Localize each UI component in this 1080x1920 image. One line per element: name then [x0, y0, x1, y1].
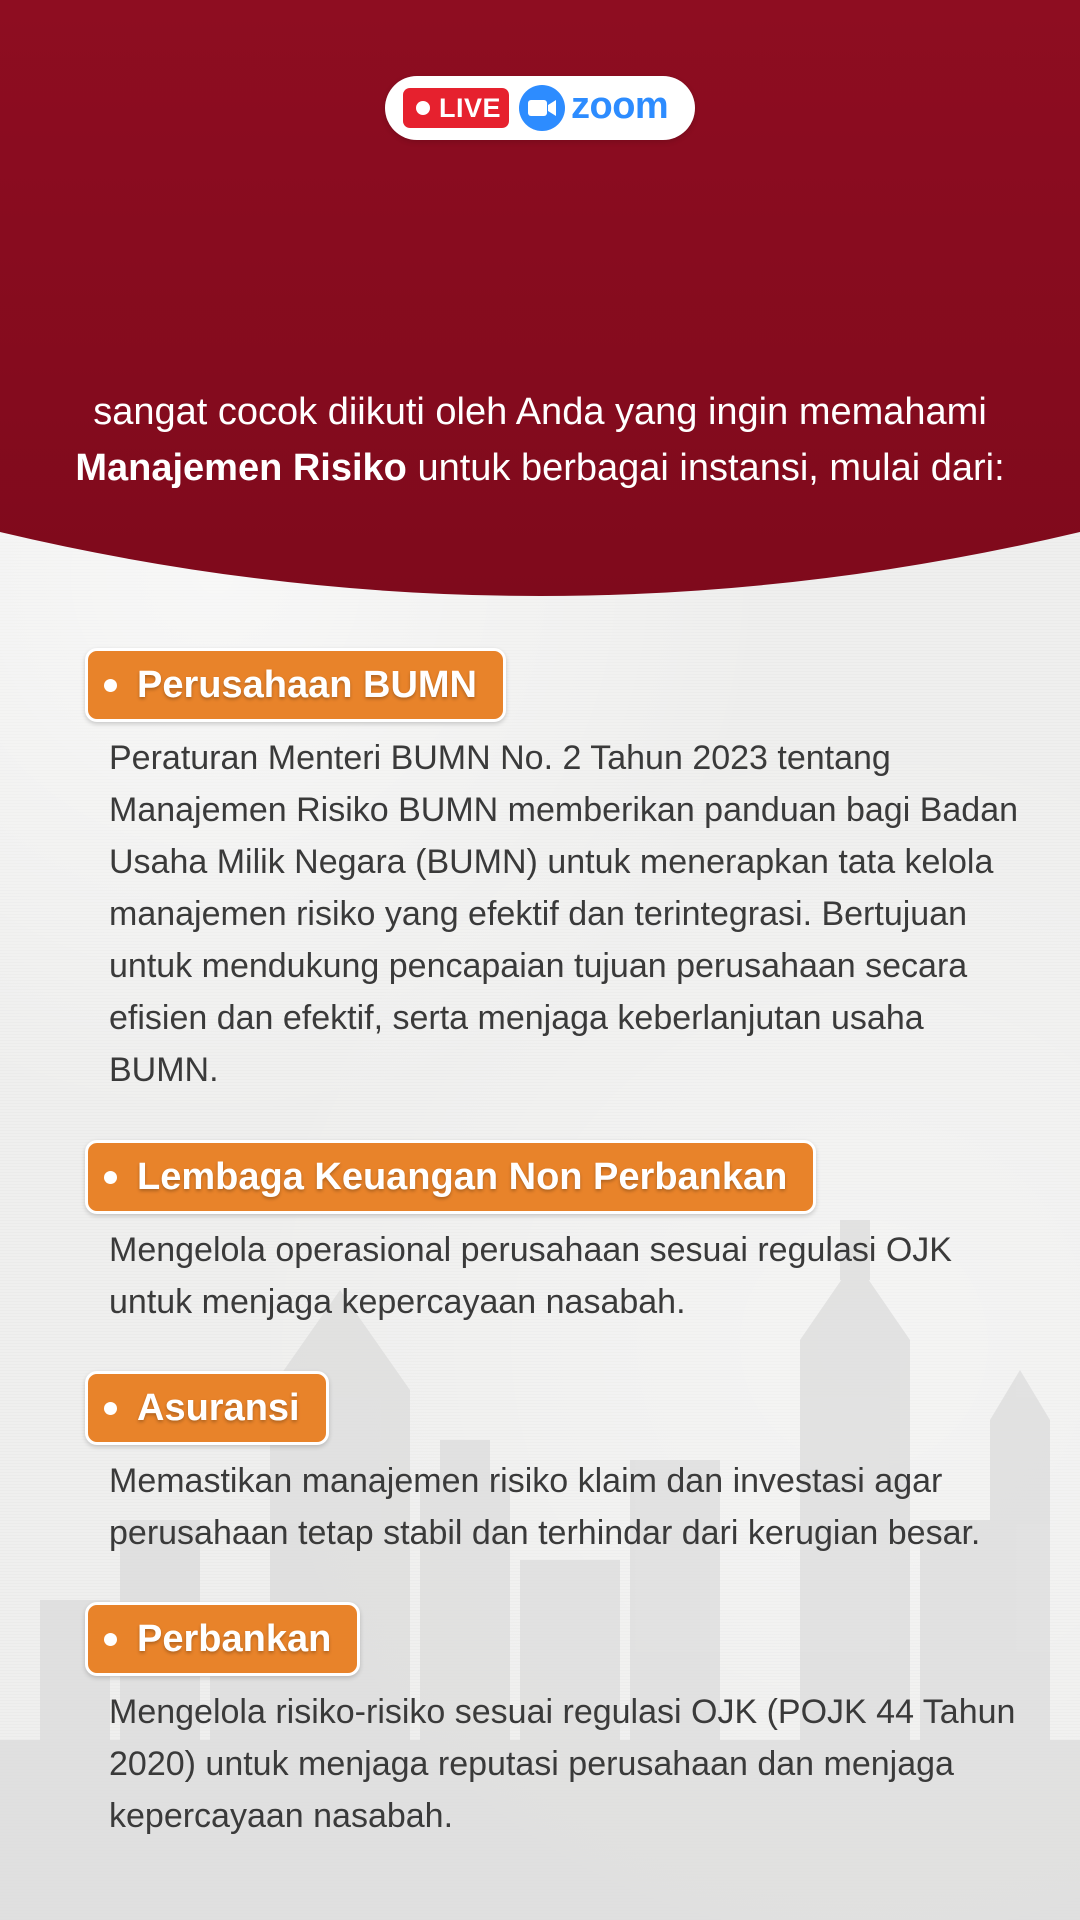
section-tag: [85, 1140, 816, 1214]
section-title: Perusahaan BUMN: [137, 663, 477, 706]
section-tag: [85, 1371, 329, 1445]
section-description: Mengelola risiko-risiko sesuai regulasi OJK (POJK 44 Tahun 2020) untuk menjaga reputasi perusahaan dan menjaga kepercayaan nasabah.: [109, 1693, 1016, 1835]
intro-text: [60, 384, 1020, 496]
section-lembaga-keuangan-non-perbankan: [85, 1140, 1035, 1328]
bullet-icon: [104, 679, 117, 692]
live-label: LIVE: [439, 92, 502, 123]
section-description: Peraturan Menteri BUMN No. 2 Tahun 2023 tentang Manajemen Risiko BUMN memberikan panduan bagi Badan Usaha Milik Negara (BUMN) untuk menerapkan tata kelola manajemen risiko yang efektif dan terintegrasi. Bertujuan untuk mendukung pencapaian tujuan perusahaan secara efisien dan efektif, serta menjaga keberlanjutan usaha BUMN.: [109, 739, 1019, 1089]
zoom-camera-icon: [519, 85, 565, 131]
section-title: Lembaga Keuangan Non Perbankan: [137, 1155, 788, 1198]
section-asuransi: [85, 1371, 1035, 1559]
section-tag: [85, 1602, 360, 1676]
section-title: Perbankan: [137, 1617, 332, 1660]
bullet-icon: [104, 1402, 117, 1415]
live-dot-icon: [416, 101, 430, 115]
bullet-icon: [104, 1633, 117, 1646]
section-tag: [85, 648, 506, 722]
section-description: Memastikan manajemen risiko klaim dan investasi agar perusahaan tetap stabil dan terhindar dari kerugian besar.: [109, 1462, 981, 1552]
live-badge: [403, 88, 509, 128]
intro-suffix: untuk berbagai instansi, mulai dari:: [406, 447, 1005, 489]
section-description: Mengelola operasional perusahaan sesuai regulasi OJK untuk menjaga kepercayaan nasabah.: [109, 1231, 952, 1321]
bullet-icon: [104, 1171, 117, 1184]
intro-prefix: sangat cocok diikuti oleh Anda yang ingin memahami: [93, 391, 987, 433]
section-title: Asuransi: [137, 1386, 300, 1429]
intro-bold: Manajemen Risiko: [75, 447, 407, 489]
live-zoom-badge: [385, 76, 695, 140]
section-perbankan: [85, 1602, 1035, 1842]
zoom-logo-text: zoom: [571, 85, 669, 127]
section-perusahaan-bumn: [85, 648, 1035, 1096]
